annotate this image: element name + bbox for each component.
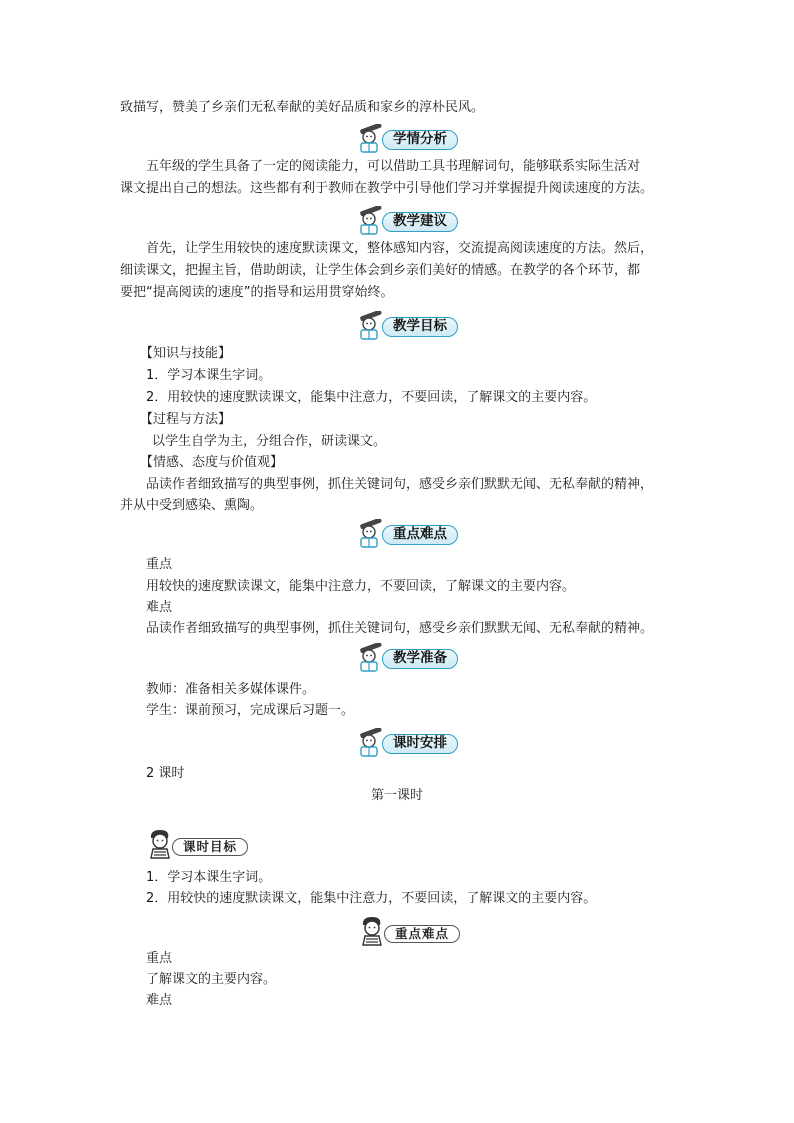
- lesson1-goals-title: 课时目标: [172, 838, 248, 856]
- analysis-line-2: 课文提出自己的想法。这些都有利于教师在教学中引导他们学习并掌握提升阅读速度的方法。: [120, 181, 654, 196]
- lesson1-difficult-label: 难点: [146, 993, 173, 1008]
- section-badge-schedule: [354, 728, 464, 756]
- suggestion-line-1: 首先，让学生用较快的速度默读课文，整体感知内容，交流提高阅读速度的方法。然后，: [146, 241, 654, 256]
- section-badge-goals: [354, 311, 464, 339]
- process-heading: 【过程与方法】: [140, 412, 232, 427]
- preparation-teacher: 教师：准备相关多媒体课件。: [146, 682, 316, 697]
- knowledge-heading: 【知识与技能】: [140, 346, 232, 361]
- section-title-analysis: 学情分析: [382, 130, 458, 150]
- section-title-keypoints: 重点难点: [382, 525, 458, 545]
- emotion-line-1: 品读作者细致描写的典型事例，抓住关键词句，感受乡亲们默默无闻、无私奉献的精神，: [146, 477, 654, 492]
- lesson1-keypoints-title: 重点难点: [384, 925, 460, 943]
- knowledge-item-1: 1．学习本课生字词。: [146, 368, 272, 383]
- analysis-line-1: 五年级的学生具备了一定的阅读能力，可以借助工具书理解词句，能够联系实际生活对: [146, 159, 641, 174]
- emotion-heading: 【情感、态度与价值观】: [140, 455, 284, 470]
- process-text: 以学生自学为主，分组合作，研读课文。: [152, 434, 387, 449]
- schedule-text: 2 课时: [146, 766, 185, 781]
- lesson1-goal-item-2: 2．用较快的速度默读课文，能集中注意力，不要回读，了解课文的主要内容。: [146, 891, 597, 906]
- knowledge-item-2: 2．用较快的速度默读课文，能集中注意力，不要回读，了解课文的主要内容。: [146, 390, 597, 405]
- difficult-text: 品读作者细致描写的典型事例，抓住关键词句，感受乡亲们默默无闻、无私奉献的精神。: [146, 621, 654, 636]
- section-title-schedule: 课时安排: [382, 734, 458, 754]
- key-text: 用较快的速度默读课文，能集中注意力，不要回读，了解课文的主要内容。: [146, 579, 576, 594]
- difficult-label: 难点: [146, 600, 173, 615]
- suggestion-line-3: 要把“提高阅读的速度”的指导和运用贯穿始终。: [120, 285, 394, 300]
- section-title-goals: 教学目标: [382, 317, 458, 337]
- section-badge-preparation: [354, 643, 464, 671]
- section-badge-suggestion: [354, 206, 464, 234]
- lesson1-key-label: 重点: [146, 951, 173, 966]
- section-badge-analysis: [354, 124, 464, 152]
- lesson1-badge-goals: [146, 828, 258, 858]
- lesson1-badge-keypoints: [358, 915, 470, 945]
- preparation-student: 学生：课前预习，完成课后习题一。: [146, 703, 355, 718]
- lesson1-key-text: 了解课文的主要内容。: [146, 972, 277, 987]
- intro-tail-text: 致描写，赞美了乡亲们无私奉献的美好品质和家乡的淳朴民风。: [120, 100, 485, 115]
- section-title-suggestion: 教学建议: [382, 212, 458, 232]
- suggestion-line-2: 细读课文，把握主旨，借助朗读，让学生体会到乡亲们美好的情感。在教学的各个环节，都: [120, 263, 641, 278]
- emotion-line-2: 并从中受到感染、熏陶。: [120, 498, 264, 513]
- section-title-preparation: 教学准备: [382, 649, 458, 669]
- key-label: 重点: [146, 557, 173, 572]
- section-badge-keypoints: [354, 519, 464, 547]
- lesson1-goal-item-1: 1．学习本课生字词。: [146, 870, 272, 885]
- lesson1-heading: 第一课时: [370, 788, 423, 803]
